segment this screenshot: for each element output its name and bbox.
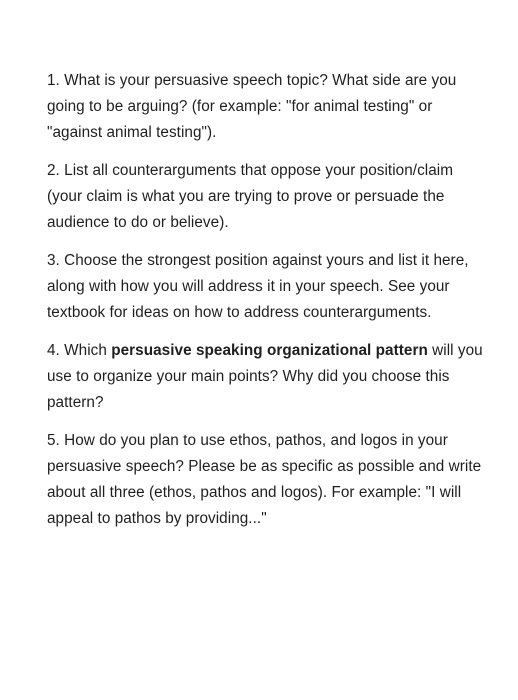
question-4-prefix: 4. Which: [47, 342, 112, 359]
question-1: 1. What is your persuasive speech topic? What side are you going to be arguing? (for example: "for animal testing" or "against animal testing").: [47, 72, 457, 141]
worksheet-page: [47, 68, 487, 544]
question-4-emphasis: persuasive speaking organizational pattern: [111, 342, 428, 359]
question-4-suffix: will you use to organize your main points? Why did you choose this pattern?: [47, 342, 483, 411]
question-2: 2. List all counterarguments that oppose your position/claim (your claim is what you are trying to prove or persuade the audience to do or believe).: [47, 162, 454, 231]
question-5: 5. How do you plan to use ethos, pathos, and logos in your persuasive speech? Please be as specific as possible and write about all three (ethos, pathos and logos). For example: "I will appeal to pathos by providing...": [47, 432, 482, 527]
question-4: [47, 338, 487, 416]
question-3: 3. Choose the strongest position against yours and list it here, along with how you will address it in your speech. See your textbook for ideas on how to address counterarguments.: [47, 252, 469, 321]
